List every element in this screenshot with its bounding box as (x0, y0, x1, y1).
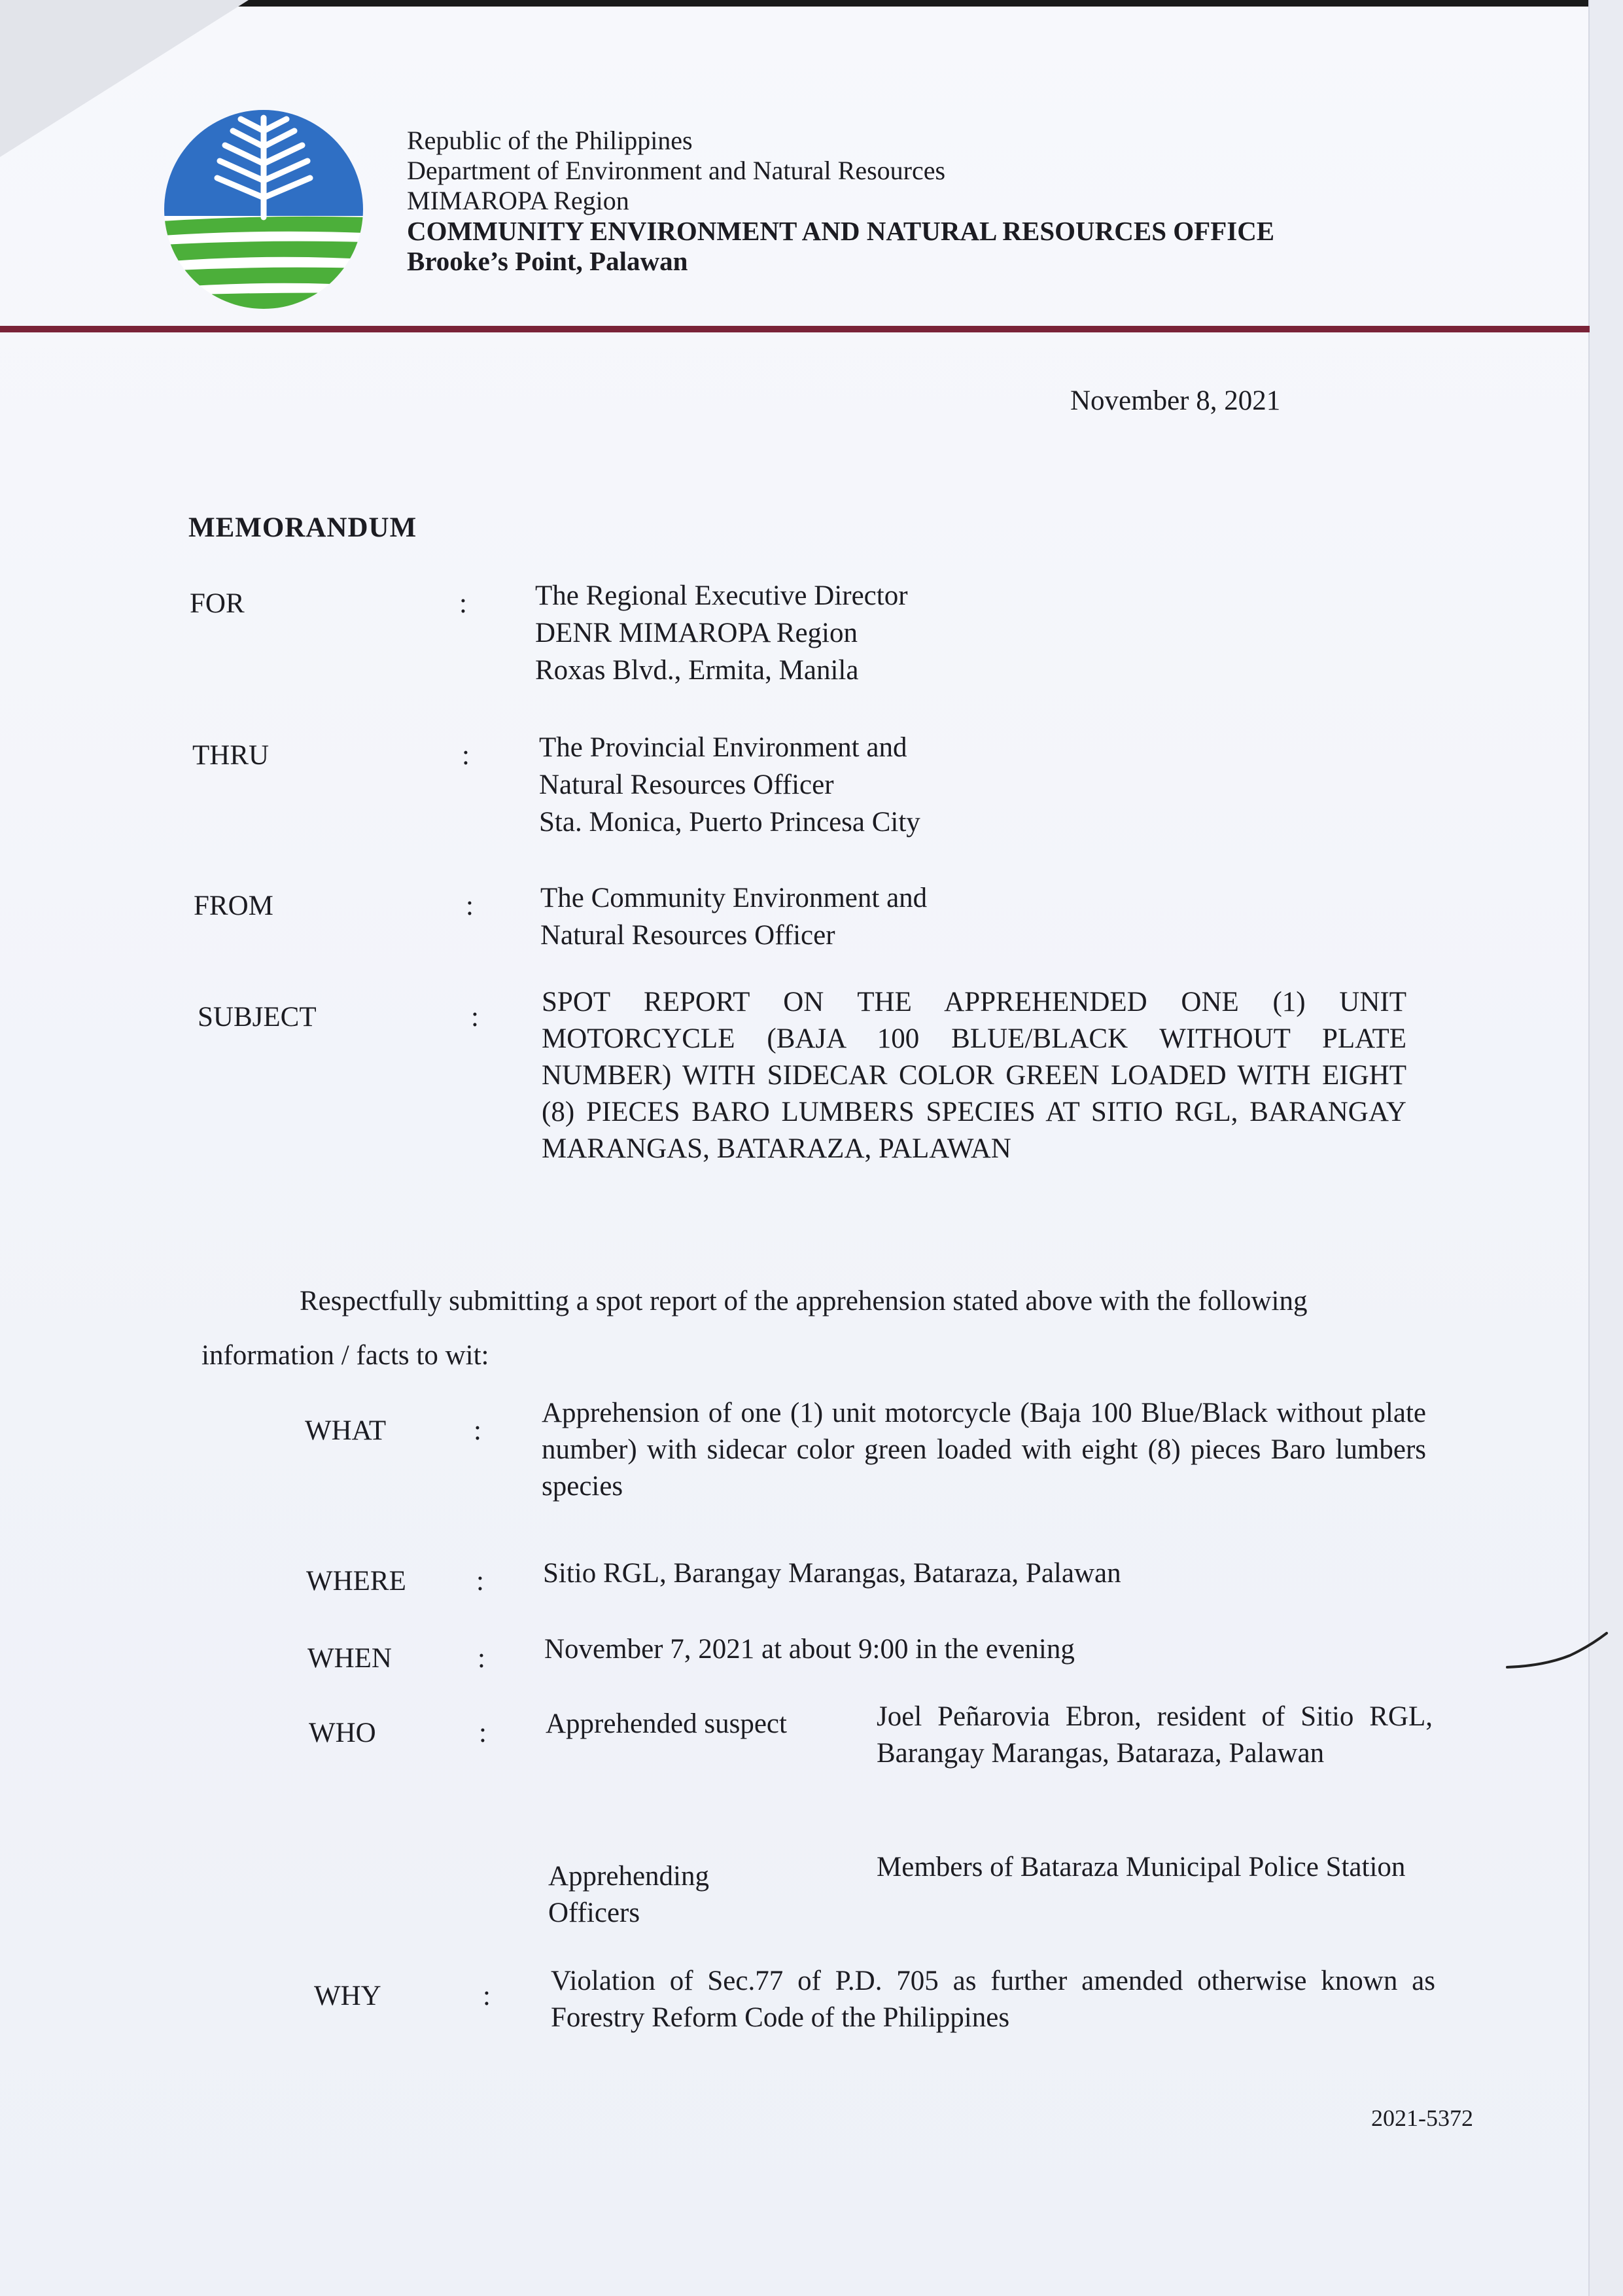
who-suspect-text: Joel Peñarovia Ebron, resident of Sitio RGL, Barangay Marangas, Bataraza, Palawan (877, 1701, 1433, 1769)
letterhead-republic: Republic of the Philippines (407, 126, 693, 155)
when-text: November 7, 2021 at about 9:00 in the evening (544, 1634, 1075, 1665)
what-colon: : (474, 1415, 481, 1446)
thru-recipient (539, 729, 920, 841)
pen-mark-icon (1505, 1629, 1609, 1675)
when-colon: : (478, 1643, 485, 1674)
letterhead-region: MIMAROPA Region (407, 186, 629, 215)
who-officers-label-line: Officers (548, 1898, 640, 1928)
letterhead (407, 126, 1274, 276)
from-label: FROM (194, 891, 273, 921)
where-label: WHERE (306, 1566, 406, 1597)
subject-label: SUBJECT (198, 1002, 317, 1033)
for-line: Roxas Blvd., Ermita, Manila (535, 655, 859, 686)
who-label: WHO (309, 1718, 376, 1748)
thru-label: THRU (192, 740, 270, 771)
subject-colon: : (471, 1002, 479, 1033)
what-label: WHAT (305, 1415, 387, 1446)
for-line: The Regional Executive Director (535, 580, 908, 611)
where-colon: : (476, 1566, 484, 1597)
thru-line: Natural Resources Officer (539, 769, 834, 800)
document-number: 2021-5372 (1371, 2105, 1473, 2131)
why-colon: : (483, 1981, 491, 2011)
why-label: WHY (314, 1981, 381, 2011)
from-sender (540, 879, 927, 954)
for-recipient (535, 577, 908, 689)
letterhead-divider (0, 326, 1590, 332)
from-line: Natural Resources Officer (540, 920, 835, 951)
for-colon: : (459, 588, 467, 619)
from-line: The Community Environment and (540, 883, 928, 913)
where-text: Sitio RGL, Barangay Marangas, Bataraza, Palawan (543, 1558, 1121, 1589)
for-label: FOR (190, 588, 245, 619)
scan-right-edge (1588, 0, 1623, 2296)
memo-date: November 8, 2021 (1070, 385, 1281, 416)
who-suspect-label: Apprehended suspect (546, 1708, 787, 1739)
letterhead-office: COMMUNITY ENVIRONMENT AND NATURAL RESOURCES OFFICE (407, 216, 1275, 246)
what-text: Apprehension of one (1) unit motorcycle (Baja 100 Blue/Black without plate number) with sidecar color green loaded with eight (8) pieces Baro lumbers species (542, 1398, 1426, 1502)
from-colon: : (466, 891, 474, 921)
memo-title: MEMORANDUM (188, 512, 417, 543)
thru-line: The Provincial Environment and (539, 732, 907, 763)
subject-text: SPOT REPORT ON THE APPREHENDED ONE (1) UNIT MOTORCYCLE (BAJA 100 BLUE/BLACK WITHOUT PLATE NUMBER) WITH SIDECAR COLOR GREEN LOADED WITH EIGHT (8) PIECES BARO LUMBERS SPECIES AT SITIO RGL, BARANGAY MARANGAS, BATARAZA, PALAWAN (542, 987, 1406, 1164)
denr-logo-icon (162, 105, 365, 314)
intro-line-1: Respectfully submitting a spot report of the apprehension stated above with the following (300, 1286, 1308, 1316)
thru-colon: : (462, 740, 470, 771)
why-text: Violation of Sec.77 of P.D. 705 as further amended otherwise known as Forestry Reform Code of the Philippines (551, 1966, 1435, 2033)
letterhead-department: Department of Environment and Natural Resources (407, 156, 946, 185)
for-line: DENR MIMAROPA Region (535, 618, 858, 648)
intro-line-2: information / facts to wit: (201, 1340, 489, 1371)
who-officers-label (548, 1858, 709, 1932)
who-officers-text: Members of Bataraza Municipal Police Station (877, 1852, 1406, 1882)
when-label: WHEN (307, 1643, 392, 1674)
letterhead-location: Brooke’s Point, Palawan (407, 246, 688, 276)
thru-line: Sta. Monica, Puerto Princesa City (539, 807, 920, 838)
who-colon: : (479, 1718, 487, 1748)
who-officers-label-line: Apprehending (548, 1861, 709, 1892)
